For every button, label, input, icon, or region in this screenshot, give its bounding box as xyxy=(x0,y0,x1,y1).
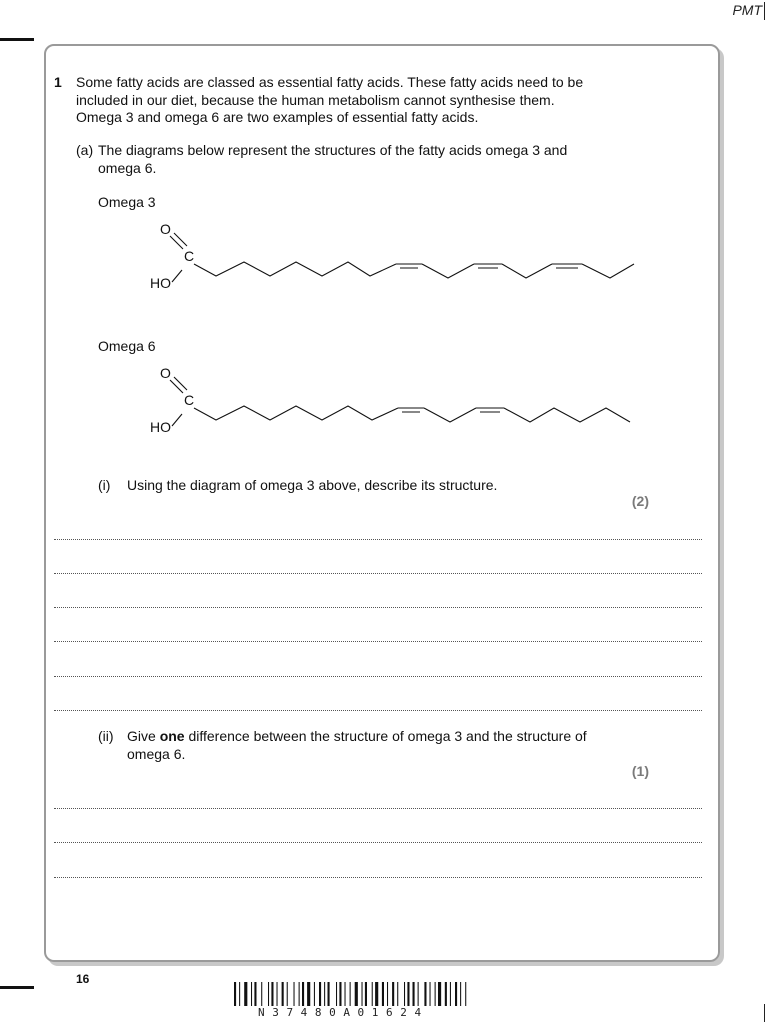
sub-ii-text-after: difference between the structure of omega 3 and the structure of xyxy=(184,728,587,744)
barcode-bar xyxy=(302,982,304,1006)
answer-line[interactable] xyxy=(54,808,702,809)
barcode-bar xyxy=(455,982,457,1006)
barcode-bar xyxy=(465,982,466,1006)
sub-ii-text-line2: omega 6. xyxy=(127,745,186,762)
margin-mark-bottom xyxy=(0,986,34,989)
answer-line[interactable] xyxy=(54,842,702,843)
answer-line[interactable] xyxy=(54,641,702,642)
part-a-text xyxy=(98,142,567,177)
barcode-bar xyxy=(372,982,373,1006)
barcode-bar xyxy=(392,982,394,1006)
omega6-title: Omega 6 xyxy=(98,338,156,354)
barcode-bar xyxy=(287,982,288,1006)
barcode-bar xyxy=(413,982,415,1006)
sub-i-label: (i) xyxy=(98,477,111,493)
intro-line: included in our diet, because the human metabolism cannot synthesise them. xyxy=(76,91,555,108)
barcode-bar xyxy=(375,982,378,1006)
barcode-bar xyxy=(435,982,436,1006)
barcode-bar xyxy=(350,982,351,1006)
omega6-atom-ho: HO xyxy=(150,419,171,435)
answer-line[interactable] xyxy=(54,676,702,677)
barcode-bar xyxy=(239,982,240,1006)
answer-line[interactable] xyxy=(54,573,702,574)
part-a-line: omega 6. xyxy=(98,159,157,176)
barcode-bar xyxy=(387,982,388,1006)
barcode-bar xyxy=(251,982,252,1006)
part-a-line: The diagrams below represent the structures of the fatty acids omega 3 and xyxy=(98,142,568,158)
barcode-bar xyxy=(268,982,269,1006)
sub-ii-text-bold: one xyxy=(159,728,185,744)
barcode-text: N37480A01624 xyxy=(258,1006,429,1019)
barcode-bar xyxy=(244,982,247,1006)
barcode-bar xyxy=(418,982,419,1006)
barcode-bar xyxy=(450,982,451,1006)
sub-ii-text-before: Give xyxy=(127,728,160,744)
barcode-bar xyxy=(397,982,398,1006)
barcode-bar xyxy=(365,982,367,1006)
barcode-bar xyxy=(460,982,461,1006)
sub-i-question: Using the diagram of omega 3 above, describe its structure. xyxy=(127,477,498,493)
barcode-bar xyxy=(299,982,300,1006)
omega3-atom-o: O xyxy=(160,221,171,237)
omega6-atom-o: O xyxy=(160,365,171,381)
barcode-bar xyxy=(382,982,384,1006)
barcode-bar xyxy=(445,982,447,1006)
answer-line[interactable] xyxy=(54,607,702,608)
barcode-bar xyxy=(319,982,321,1006)
page-number: 16 xyxy=(76,972,90,986)
sub-i-marks: (2) xyxy=(631,493,649,509)
barcode-bar xyxy=(314,982,315,1006)
barcode-bar xyxy=(307,982,310,1006)
barcode-bar xyxy=(438,982,441,1006)
barcode-bar xyxy=(407,982,409,1006)
answer-line[interactable] xyxy=(54,539,702,540)
barcode-bar xyxy=(424,982,426,1006)
barcode-bar xyxy=(282,982,284,1006)
edge-mark xyxy=(764,1004,765,1022)
omega3-structure-diagram xyxy=(140,218,650,298)
sub-ii-question xyxy=(127,728,587,763)
barcode-bar xyxy=(254,982,256,1006)
sub-ii-marks: (1) xyxy=(631,763,649,779)
answer-line[interactable] xyxy=(54,710,702,711)
part-a-label: (a) xyxy=(76,142,94,158)
barcode-bar xyxy=(430,982,431,1006)
question-frame xyxy=(44,44,720,962)
barcode-bar xyxy=(362,982,363,1006)
barcode-bar xyxy=(271,982,273,1006)
barcode-bar xyxy=(324,982,325,1006)
barcode-image xyxy=(234,982,534,1006)
barcode-bar xyxy=(404,982,405,1006)
answer-line[interactable] xyxy=(54,877,702,878)
barcode-bar xyxy=(336,982,337,1006)
omega6-atom-c: C xyxy=(184,392,195,408)
intro-line: Omega 3 and omega 6 are two examples of essential fatty acids. xyxy=(76,109,479,125)
barcode-bar xyxy=(328,982,330,1006)
barcode-bar xyxy=(277,982,278,1006)
barcode-bar xyxy=(355,982,358,1006)
intro-line: Some fatty acids are classed as essential fatty acids. These fatty acids need to be xyxy=(76,74,584,90)
barcode-bar xyxy=(294,982,295,1006)
barcode-bar xyxy=(261,982,262,1006)
question-number: 1 xyxy=(54,74,62,90)
omega3-title: Omega 3 xyxy=(98,194,156,210)
question-intro xyxy=(76,74,583,127)
pmt-label: PMT xyxy=(732,2,762,18)
omega3-atom-c: C xyxy=(184,248,195,264)
sub-ii-label: (ii) xyxy=(98,728,114,744)
barcode-bar xyxy=(234,982,236,1006)
barcode-bar xyxy=(345,982,346,1006)
corner-rule xyxy=(764,2,765,20)
omega6-structure-diagram xyxy=(140,362,650,442)
omega3-atom-ho: HO xyxy=(150,275,171,291)
barcode-bar xyxy=(339,982,341,1006)
margin-mark-top xyxy=(0,38,34,41)
